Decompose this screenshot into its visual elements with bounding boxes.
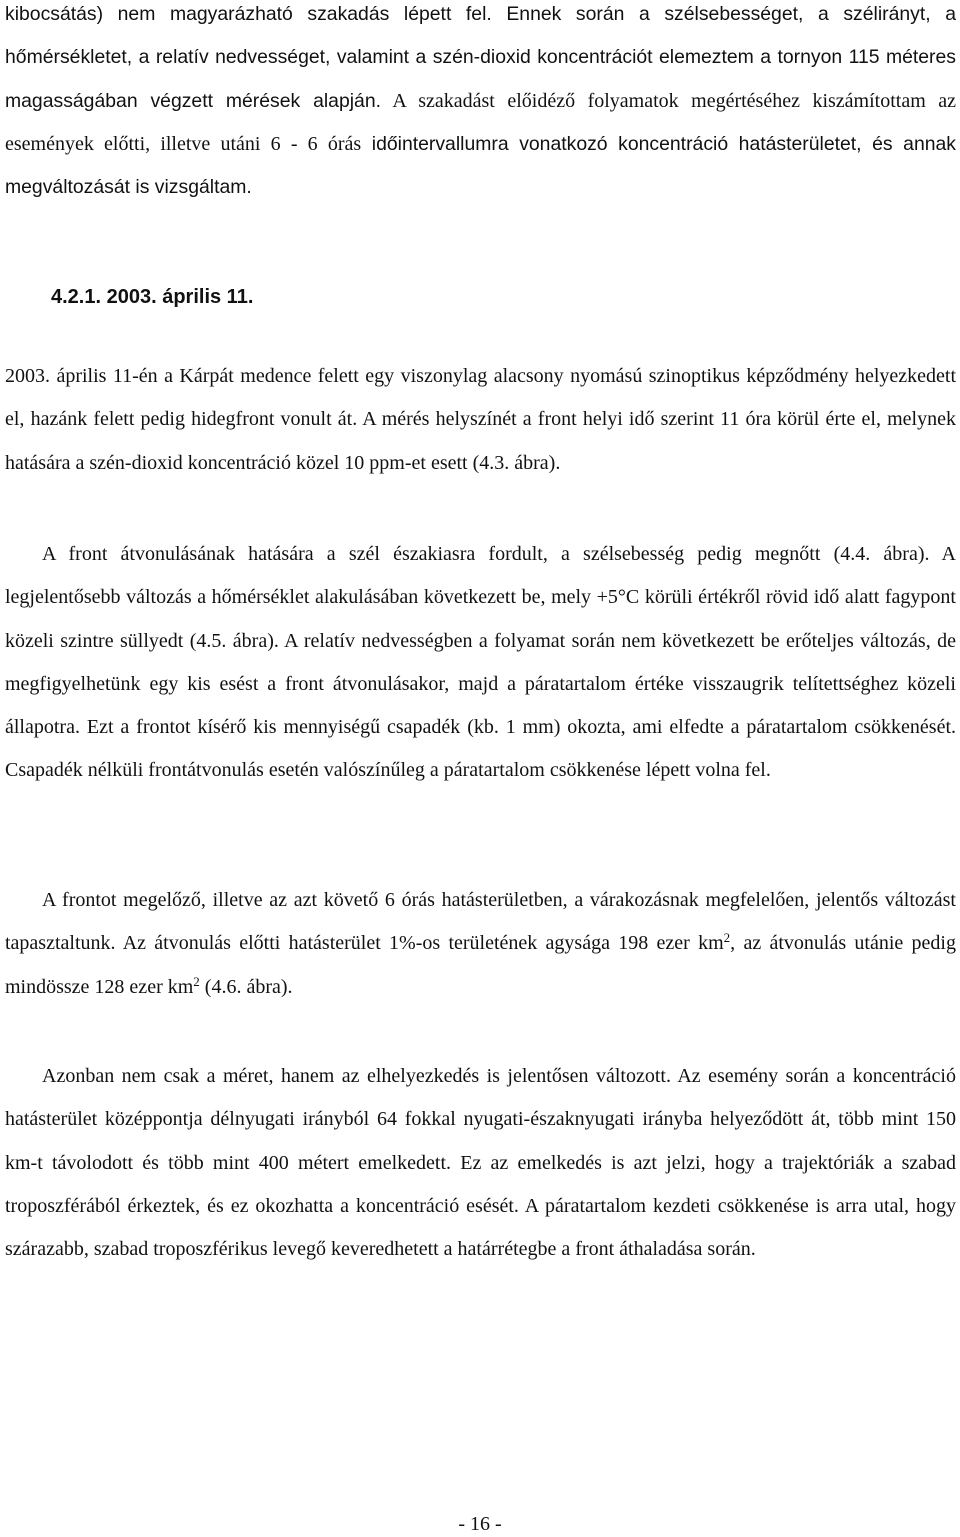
superscript-two: 2 [193, 973, 200, 989]
section-heading: 4.2.1. 2003. április 11. [51, 286, 254, 308]
paragraph-impact-area [5, 879, 956, 1009]
page-number: - 16 - [458, 1513, 502, 1535]
paragraph-intro-serif-part: A szakadást előidéző folyamatok megértéséhez kiszámítottam az események előtti, illetve utáni 6 - 6 órás [5, 89, 956, 155]
paragraph-impact-area-text-a: A frontot megelőző, illetve az azt követő 6 órás hatásterületben, a várakozásnak megfelelően, jelentős változást tapasztaltunk. Az átvonulás előtti hatásterület 1%-os területének agysága 198 ezer km [5, 889, 956, 955]
paragraph-synoptic: 2003. április 11-én a Kárpát medence felett egy viszonylag alacsony nyomású szinoptikus képződmény helyezkedett el, hazánk felett pedig hidegfront vonult át. A mérés helyszínét a front helyi idő szerint 11 óra körül érte el, melynek hatására a szén-dioxid koncentráció közel 10 ppm-et esett (4.3. ábra). [5, 365, 956, 474]
paragraph-intro-sans-end: időintervallumra vonatkozó koncentráció hatásterületet, és annak megváltozását is vizsgáltam. [5, 132, 957, 199]
paragraph-impact-area-text-b: , az átvonulás utánie pedig mindössze 128 ezer km [5, 932, 956, 998]
paragraph-front-effects: A front átvonulásának hatására a szél északiasra fordult, a szélsebesség pedig megnőtt (4.4. ábra). A legjelentősebb változás a hőmérséklet alakulásában következett be, mely +5°C körüli értékről rövid idő alatt fagypont közeli szintre süllyedt (4.5. ábra). A relatív nedvességben a folyamat során nem következett be erőteljes változás, de megfigyelhetünk egy kis esést a front átvonulásakor, majd a páratartalom értéke visszaugrik telítettséghez közeli állapotra. Ezt a frontot kísérő kis mennyiségű csapadék (kb. 1 mm) okozta, ami elfedte a páratartalom csökkenését. Csapadék nélküli frontátvonulás esetén valószínűleg a páratartalom csökkenése lépett volna fel. [5, 543, 956, 782]
paragraph-intro-sans-part: kibocsátás) nem magyarázható szakadás lépett fel. Ennek során a szélsebességet, a szélirányt, a hőmérsékletet, a relatív nedvességet, valamint a szén-dioxid koncentrációt elemeztem a tornyon 115 méteres magasságában végzett mérések alapján. [5, 3, 956, 112]
superscript-two: 2 [723, 930, 731, 946]
paragraph-location-change: Azonban nem csak a méret, hanem az elhelyezkedés is jelentősen változott. Az esemény során a koncentráció hatásterület középpontja délnyugati irányból 64 fokkal nyugati-északnyugati irányba helyeződött át, több mint 150 km-t távolodott és több mint 400 métert emelkedett. Ez az emelkedés is azt jelzi, hogy a trajektóriák a szabad troposzférából érkeztek, és ez okozhatta a koncentráció esését. A páratartalom kezdeti csökkenése is arra utal, hogy szárazabb, szabad troposzférikus levegő keveredhetett a határrétegbe a front áthaladása során. [5, 1065, 956, 1261]
paragraph-intro [5, 0, 956, 209]
paragraph-impact-area-text-c: (4.6. ábra). [199, 975, 293, 998]
